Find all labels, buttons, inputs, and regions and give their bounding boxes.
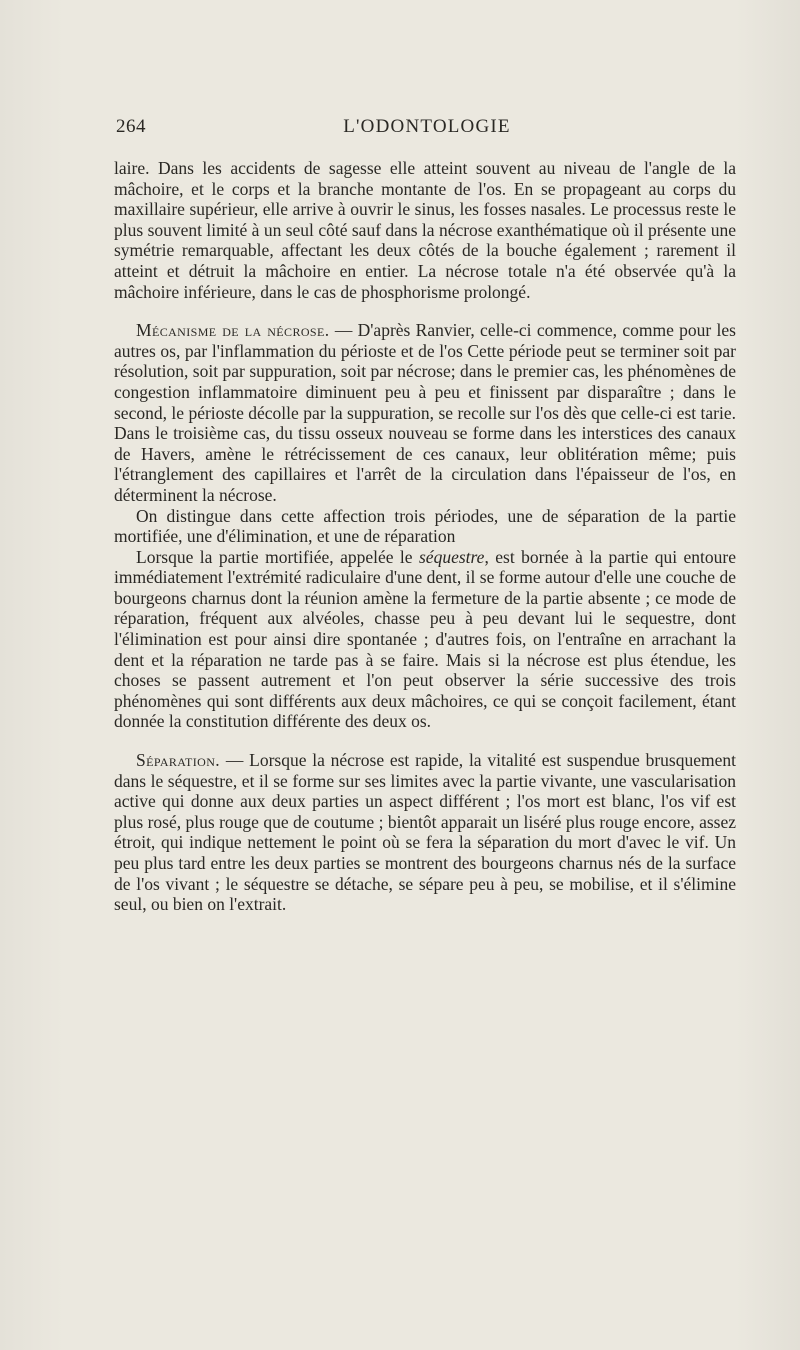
- paragraph-sequestre-after: , est bornée à la partie qui entoure immédiatement l'extrémité radiculaire d'une dent, il se forme autour d'elle une couche de bourgeons charnus dont la réunion amène la fermeture de la partie absente ; ce mode de réparation, fréquent aux alvéoles, chasse peu à peu devant lui le sequestre, dont l'élimination est pour ainsi dire spontanée ; d'autres fois, on l'entraîne en arrachant la dent et la réparation ne tarde pas à se faire. Mais si la nécrose est plus étendue, les choses se passent autrement et l'on peut observer la série successive des trois phénomènes qui sont différents aux deux mâchoires, ce qui se conçoit facilement, étant donnée la constitution différente des deux os.: [114, 546, 736, 732]
- body-text: [114, 158, 736, 915]
- paragraph-trois-periodes: On distingue dans cette affection trois périodes, une de séparation de la partie mortifiée, une d'élimination, et une de réparation: [114, 505, 736, 547]
- page-number: 264: [116, 116, 146, 137]
- paragraph-separation-text: — Lorsque la nécrose est rapide, la vitalité est suspendue brusquement dans le séquestre, et il se forme sur ses limites avec la partie vivante, une vascularisation active qui donne aux deux parties un aspect différent ; l'os mort est blanc, l'os vif est plus rosé, plus rouge que de coutume ; bientôt apparait un liséré plus rouge encore, assez étroit, qui indique nettement le point où se fera la séparation du mort d'avec le vif. Un peu plus tard entre les deux parties se montrent des bourgeons charnus nés de la surface de l'os vivant ; le séquestre se détache, se sépare peu à peu, se mobilise, et il s'élimine seul, ou bien on l'extrait.: [114, 750, 736, 915]
- page-header: [116, 116, 738, 144]
- section-heading-mecanisme: Mécanisme de la nécrose.: [136, 320, 330, 341]
- paragraph-mecanisme-text: — D'après Ranvier, celle-ci commence, comme pour les autres os, par l'inflammation du périoste et de l'os Cette période peut se terminer soit par résolution, soit par suppuration, soit par nécrose; dans le premier cas, les phénomènes de congestion inflammatoire diminuent peu à peu et finissent par disparaître ; dans le second, le périoste décolle par la suppuration, se recolle sur l'os dès que celle-ci est tarie. Dans le troisième cas, du tissu osseux nouveau se forme dans les interstices des canaux de Havers, amène le rétrécissement de ces canaux, leur oblitération même; puis l'étranglement des capillaires et l'arrêt de la circulation dans l'épaisseur de l'os, en déterminent la nécrose.: [114, 320, 736, 505]
- section-heading-separation: Séparation.: [136, 750, 221, 771]
- paragraph-continuation: laire. Dans les accidents de sagesse elle atteint souvent au niveau de l'angle de la mâchoire, et le corps et la branche montante de l'os. En se propageant au corps du maxillaire supérieur, elle arrive à ouvrir le sinus, les fosses nasales. Le processus reste le plus souvent limité à un seul côté sauf dans la nécrose exanthématique où il présente une symétrie remarquable, affectant les deux côtés de la bouche également ; rarement il atteint et détruit la mâchoire en entier. La nécrose totale n'a été observée qu'à la mâchoire inférieure, dans le cas de phosphorisme prolongé.: [114, 158, 736, 302]
- paragraph-mecanisme: [114, 320, 736, 505]
- paragraph-separation: [114, 750, 736, 915]
- term-sequestre: séquestre: [419, 546, 485, 567]
- running-title: L'ODONTOLOGIE: [343, 116, 511, 137]
- paragraph-sequestre: [114, 547, 736, 732]
- paragraph-sequestre-before: Lorsque la partie mortifiée, appelée le: [136, 546, 419, 567]
